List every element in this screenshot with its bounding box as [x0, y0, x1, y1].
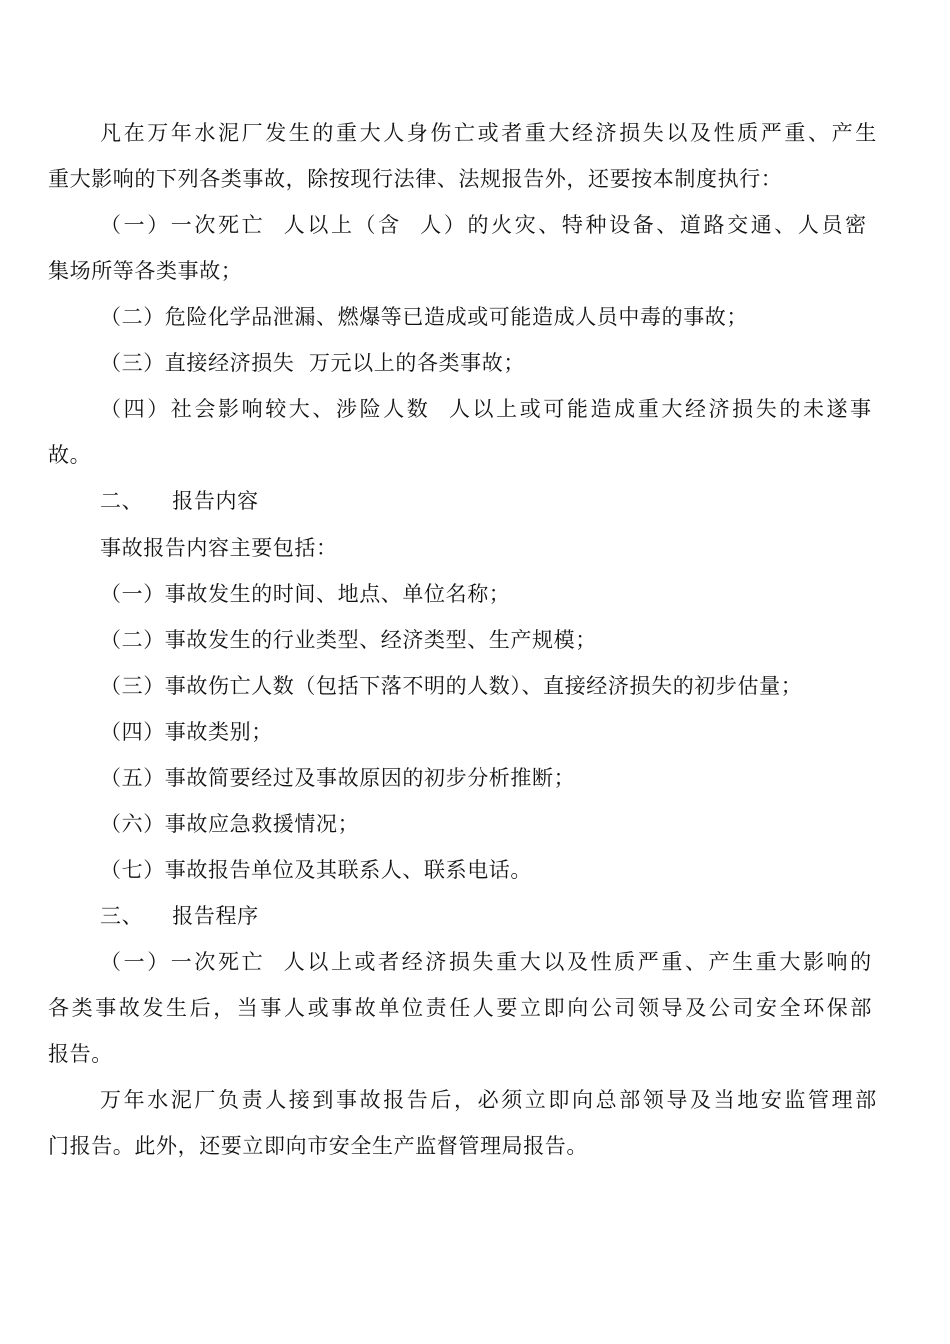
paragraph-2-line-2: 集场所等各类事故；	[48, 259, 243, 283]
paragraph-16-line-1: （一）一次死亡 人以上或者经济损失重大以及性质严重、产生重大影响的	[100, 950, 874, 974]
paragraph-4: （三）直接经济损失 万元以上的各类事故；	[100, 351, 525, 375]
paragraph-16-line-2: 各类事故发生后，当事人或事故单位责任人要立即向公司领导及公司安全环保部	[48, 996, 874, 1020]
paragraph-16-line-3: 报告。	[48, 1042, 113, 1066]
section-heading-report-procedure: 三、 报告程序	[100, 904, 259, 928]
paragraph-5-line-1: （四）社会影响较大、涉险人数 人以上或可能造成重大经济损失的未遂事	[100, 397, 874, 421]
paragraph-17-line-1: 万年水泥厂负责人接到事故报告后，必须立即向总部领导及当地安监管理部	[100, 1088, 879, 1112]
paragraph-3: （二）危险化学品泄漏、燃爆等已造成或可能造成人员中毒的事故；	[100, 305, 748, 329]
list-item-7: （七）事故报告单位及其联系人、联系电话。	[100, 858, 532, 882]
list-item-6: （六）事故应急救援情况；	[100, 812, 360, 836]
paragraph-2-line-1: （一）一次死亡 人以上（含 人）的火灾、特种设备、道路交通、人员密	[100, 213, 869, 237]
paragraph-5-line-2: 故。	[48, 443, 92, 467]
paragraph-17-line-2: 门报告。此外，还要立即向市安全生产监督管理局报告。	[48, 1134, 588, 1158]
list-item-3: （三）事故伤亡人数（包括下落不明的人数）、直接经济损失的初步估量；	[100, 674, 803, 698]
paragraph-1-line-2: 重大影响的下列各类事故，除按现行法律、法规报告外，还要按本制度执行：	[48, 167, 783, 191]
list-item-1: （一）事故发生的时间、地点、单位名称；	[100, 582, 511, 606]
list-item-2: （二）事故发生的行业类型、经济类型、生产规模；	[100, 628, 597, 652]
list-item-5: （五）事故简要经过及事故原因的初步分析推断；	[100, 766, 576, 790]
list-item-4: （四）事故类别；	[100, 720, 273, 744]
paragraph-7: 事故报告内容主要包括：	[100, 536, 338, 560]
paragraph-1-line-1: 凡在万年水泥厂发生的重大人身伤亡或者重大经济损失以及性质严重、产生	[100, 121, 879, 145]
section-heading-report-content: 二、 报告内容	[100, 489, 259, 513]
